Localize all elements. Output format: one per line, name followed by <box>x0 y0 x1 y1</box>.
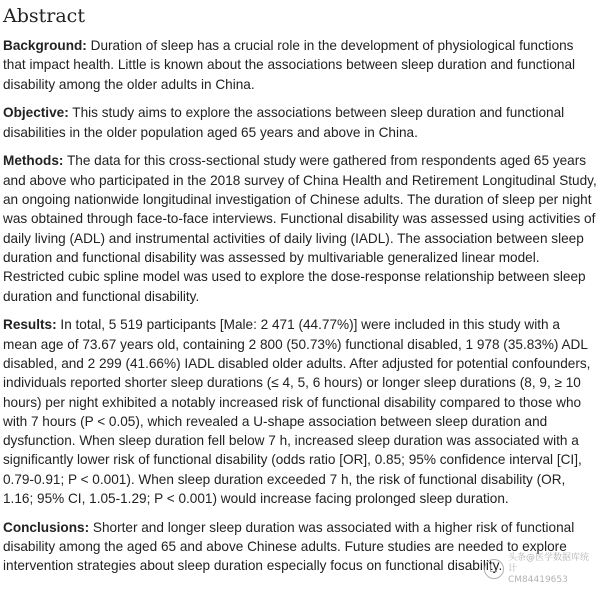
section-text: Duration of sleep has a crucial role in the development of physiological functions that impact health. Little is known about the associations between sleep duration and functional disability among the older adults in China. <box>3 38 576 92</box>
section-label: Conclusions: <box>3 519 90 535</box>
section-methods <box>3 151 597 305</box>
section-objective <box>3 103 597 142</box>
abstract-heading: Abstract <box>3 5 85 27</box>
section-text: In total, 5 519 participants [Male: 2 471 (44.77%)] were included in this study with a mean age of 73.67 years old, containing 2 800 (50.73%) functional disabled, 1 978 (35.83%) ADL disabled, and 2 299 (41.66%) IADL disabled older adults. After adjusted for potential confounders, individuals reported shorter sleep durations (≤ 4, 5, 6 hours) or longer sleep durations (8, 9, ≥ 10 hours) per night exhibited a notably increased risk of functional disability compared to those who with 7 hours (P < 0.05), which revealed a U-shape association between sleep duration and dysfunction. When sleep duration fell below 7 h, increased sleep duration was associated with a significantly lower risk of functional disability (odds ratio [OR], 0.85; 95% confidence interval [CI], 0.79-0.91; P < 0.001). When sleep duration exceeded 7 h, the risk of functional disability (OR, 1.16; 95% CI, 1.05-1.29; P < 0.001) would increase facing prolonged sleep duration. <box>3 317 591 507</box>
section-conclusions <box>3 518 597 576</box>
section-results <box>3 315 597 508</box>
section-background <box>3 36 597 94</box>
section-label: Results: <box>3 317 57 333</box>
section-label: Objective: <box>3 105 69 121</box>
section-text: This study aims to explore the associations between sleep duration and functional disabilities in the older population aged 65 years and above in China. <box>3 105 565 140</box>
section-text: The data for this cross-sectional study were gathered from respondents aged 65 years and above who participated in the 2018 survey of China Health and Retirement Longitudinal Study, an ongoing nationwide longitudinal investigation of Chinese adults. The duration of sleep per night was obtained through face-to-face interviews. Functional disability was assessed using activities of daily living (ADL) and instrumental activities of daily living (IADL). The association between sleep duration and functional disability was assessed by multivariable generalized linear model. Restricted cubic spline model was used to explore the dose-response relationship between sleep duration and functional disability. <box>3 153 597 304</box>
watermark-line-1: 头条@医学数据库统计 <box>508 552 590 574</box>
watermark-line-2: CM84419653 <box>508 574 568 585</box>
abstract-container <box>3 0 597 585</box>
section-text: Shorter and longer sleep duration was associated with a higher risk of functional disability among the aged 65 and above Chinese adults. Future studies are needed to explore intervention strategies about sleep duration especially focus on functional disability. <box>3 519 575 574</box>
section-label: Background: <box>3 38 87 53</box>
section-label: Methods: <box>3 153 64 169</box>
